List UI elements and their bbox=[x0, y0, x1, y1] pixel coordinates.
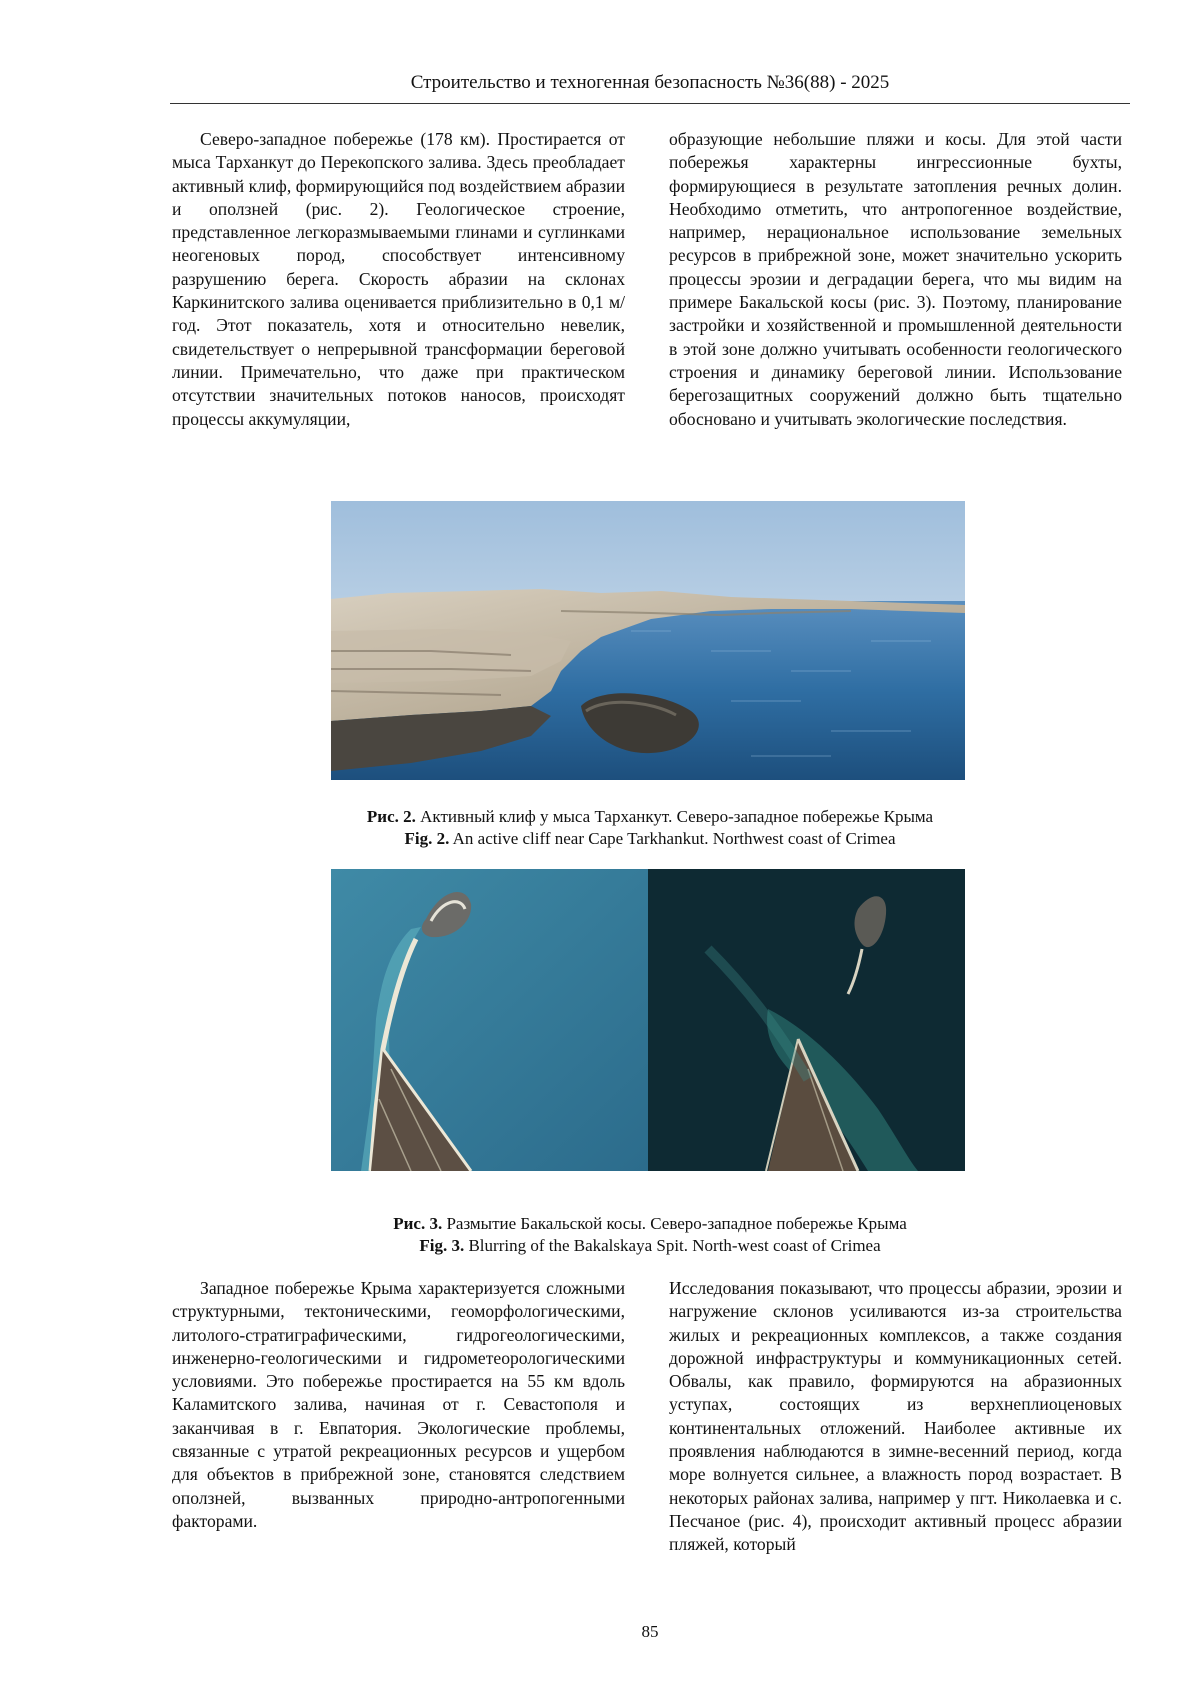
running-title: Строительство и техногенная безопасность №36(88) - 2025 bbox=[410, 72, 890, 93]
header-rule bbox=[170, 103, 1130, 104]
paragraph-northwest-coast: Северо-западное побережье (178 км). Простирается от мыса Тарханкут до Перекопского залива. Здесь преобладает активный клиф, формирующийся под воздействием абразии и оползней (рис. 2). Геологическое строение, представленное легкоразмываемыми глинами и суглинками неогеновых пород, способствует интенсивному разрушению берега. Скорость абразии на склонах Каркинитского залива оценивается приблизительно в 0,1 м/год. Этот показатель, хотя и относительно невелик, свидетельствует о непрерывной трансформации береговой линии. Примечательно, что даже при практическом отсутствии значительных потоков наносов, происходят процессы аккумуляции, bbox=[172, 129, 625, 429]
top-left-column bbox=[172, 128, 625, 431]
page-number: 85 bbox=[641, 1622, 659, 1641]
paragraph-research: Исследования показывают, что процессы абразии, эрозии и нагружение склонов усиливаются из-за строительства жилых и рекреационных комплексов, а также создания дорожной инфраструктуры и коммуникационных сетей. Обвалы, как правило, формируются на абразионных уступах, состоящих из верхнеплиоценовых континентальных отложений. Наиболее активные их проявления наблюдаются в зимне-весенний период, когда море волнуется сильнее, а влажность пород возрастает. В некоторых районах залива, например у пгт. Николаевка и с. Песчаное (рис. 4), происходит активный процесс абразии пляжей, который bbox=[669, 1278, 1122, 1555]
figure-2-cliff-photo bbox=[331, 501, 965, 780]
satellite-image-before bbox=[331, 869, 648, 1171]
figure-3-caption-en: Fig. 3. Blurring of the Bakalskaya Spit. North-west coast of Crimea bbox=[419, 1236, 881, 1255]
top-right-column bbox=[669, 128, 1122, 431]
figure-3-caption bbox=[170, 1213, 1130, 1257]
satellite-image-after bbox=[648, 869, 965, 1171]
bottom-right-column bbox=[669, 1277, 1122, 1557]
paragraph-continuation-top: образующие небольшие пляжи и косы. Для этой части побережья характерны ингрессионные бухты, формирующиеся в результате затопления речных долин. Необходимо отметить, что антропогенное воздействие, например, нерациональное использование земельных ресурсов в прибрежной зоне, может значительно ускорить процессы эрозии и деградации берега, что мы видим на примере Бакальской косы (рис. 3). Поэтому, планирование застройки и хозяйственной и промышленной деятельности в этой зоне должно учитывать особенности геологического строения и динамику береговой линии. Использование берегозащитных сооружений должно быть тщательно обосновано и учитывать экологические последствия. bbox=[669, 129, 1122, 429]
figure-2-caption-ru: Рис. 2. Активный клиф у мыса Тарханкут. Северо-западное побережье Крыма bbox=[366, 807, 934, 826]
bottom-left-column bbox=[172, 1277, 625, 1533]
paragraph-west-coast: Западное побережье Крыма характеризуется сложными структурными, тектоническими, геоморфологическими, литолого-стратиграфическими, гидрогеологическими, инженерно-геологическими и гидрометеорологическими условиями. Это побережье простирается на 55 км вдоль Каламитского залива, начиная от г. Севастополя и заканчивая в г. Евпатория. Экологические проблемы, связанные с утратой рекреационных ресурсов и ущербом для объектов в прибрежной зоне, становятся следствием оползней, вызванных природно-антропогенными факторами. bbox=[172, 1278, 625, 1531]
figure-3-satellite-images bbox=[331, 869, 965, 1171]
figure-3-caption-ru: Рис. 3. Размытие Бакальской косы. Северо-западное побережье Крыма bbox=[393, 1214, 907, 1233]
figure-2-caption-en: Fig. 2. An active cliff near Cape Tarkhankut. Northwest coast of Crimea bbox=[404, 829, 896, 848]
figure-2-caption bbox=[170, 806, 1130, 850]
